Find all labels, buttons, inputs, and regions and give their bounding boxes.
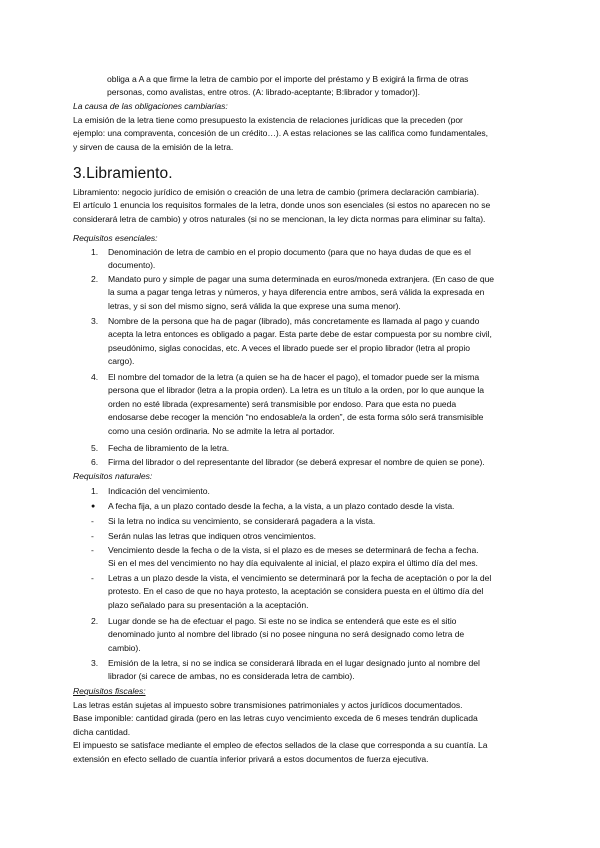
text-line: Firma del librador o del representante del librador (se deberá expresar el nombre de quien se pone). [108,457,485,467]
list-marker: 6. [91,457,99,467]
list-marker: 2. [91,616,99,626]
text-line: dicha cantidad. [73,726,131,737]
text-line: Las letras están sujetas al impuesto sobre transmisiones patrimoniales y actos jurídicos documentados. [73,700,463,710]
fiscales-paragraph [73,699,525,766]
text-line: protesto. En el caso de que no haya protesto, la aceptación se considera puesta en el último día del [108,586,484,597]
intro-paragraph [107,73,527,100]
dash-marker: - [91,545,94,555]
text-line: El nombre del tomador de la letra (a quien se ha de hacer el pago), el tomador puede ser la misma [108,372,480,382]
text-line: librador (si carece de ambas, no es considerada letra de cambio). [108,671,355,682]
text-line: Mandato puro y simple de pagar una suma determinada en euros/moneda extranjera. (En caso de que [108,274,495,284]
list-marker: 5. [91,443,99,453]
text-line: Fecha de libramiento de la letra. [108,443,230,453]
text-line: considerará letra de cambio) y otros naturales (si no se mencionan, la ley dicta normas para eliminar su falta). [73,213,486,224]
list-marker: 1. [91,486,99,496]
bullet-marker: ● [91,503,96,510]
text-line: Indicación del vencimiento. [108,486,210,496]
text-line: la suma a pagar tenga letras y números, y haya diferencia entre ambos, será válida la expresada en [108,287,485,298]
text-line: pseudónimo, siglas conocidas, etc. A veces el librado puede ser el propio librador (letra al propio [108,342,470,353]
text-line: denominado junto al nombre del librado (si no posee ninguna no será designado como letra de [108,629,465,640]
text-line: plazo señalado para su presentación a la aceptación. [108,599,309,610]
text-line: Si la letra no indica su vencimiento, se considerará pagadera a la vista. [108,516,376,526]
text-line: obliga a A a que firme la letra de cambio por el importe del préstamo y B exigirá la firma de otras [107,74,469,84]
text-line: personas, como avalistas, entre otros. (A: librado-aceptante; B:librador y tomador)]. [107,87,420,98]
text-line: Serán nulas las letras que indiquen otros vencimientos. [108,531,316,541]
dash-marker: - [91,531,94,541]
text-line: La emisión de la letra tiene como presupuesto la existencia de relaciones jurídicas que la preceden (por [73,115,463,125]
libramiento-paragraph [73,186,525,226]
text-line: Denominación de letra de cambio en el propio documento (para que no haya dudas de que es el [108,247,471,257]
text-line: extensión en efecto sellado de cuantía inferior privará a estos documentos de fuerza ejecutiva. [73,753,429,764]
text-line: Nombre de la persona que ha de pagar (librado), más concretamente es llamada al pago y cuando [108,316,480,326]
text-line: Si en el mes del vencimiento no hay día equivalente al inicial, el plazo expira el último día del mes. [108,558,478,569]
text-line: letras, y si son del mismo signo, será válida la que exprese una suma menor). [108,300,401,311]
text-line: orden no esté librada (expresamente) será transmisible por endoso. Para que esta no pueda [108,398,457,409]
causa-heading: La causa de las obligaciones cambiarias: [73,101,228,111]
dash-marker: - [91,573,94,583]
text-line: Libramiento: negocio jurídico de emisión o creación de una letra de cambio (primera declaración cambiaria). [73,187,479,197]
dash-marker: - [91,516,94,526]
text-line: Lugar donde se ha de efectuar el pago. Si este no se indica se entenderá que este es el sitio [108,616,457,626]
list-marker: 3. [91,658,99,668]
text-line: A fecha fija, a un plazo contado desde la fecha, a la vista, a un plazo contado desde la vista. [108,501,455,511]
list-marker: 2. [91,274,99,284]
text-line: cambio). [108,642,141,653]
text-line: Emisión de la letra, si no se indica se considerará librada en el lugar designado junto al nombre del [108,658,480,668]
list-marker: 4. [91,372,99,382]
text-line: cargo). [108,356,135,367]
text-line: y sirven de causa de la emisión de la letra. [73,141,234,152]
text-line: Letras a un plazo desde la vista, el vencimiento se determinará por la fecha de aceptación o por la del [108,573,492,583]
text-line: acepta la letra entonces es obligado a pagar. Esta parte debe de estar compuesta por su nombre civil, [108,329,492,340]
section-heading: 3.Libramiento. [73,165,173,182]
text-line: El artículo 1 enuncia los requisitos formales de la letra, donde unos son esenciales (si estos no aparecen no se [73,200,491,211]
text-line: endosarse debe recoger la mención “no endosable/a la orden”, de esta forma sólo será transmisible [108,412,484,423]
text-line: persona que el librador (letra a la propia orden). La letra es un título a la orden, por lo que aunque la [108,385,484,396]
text-line: Base imponible: cantidad girada (pero en las letras cuyo vencimiento exceda de 6 meses tendrán duplicada [73,713,478,724]
text-line: El impuesto se satisface mediante el empleo de efectos sellados de la clase que corresponda a su cuantía. La [73,740,488,751]
text-line: como una cesión ordinaria. No se admite la letra al portador. [108,425,335,436]
list-marker: 1. [91,247,99,257]
text-line: documento). [108,260,156,271]
fiscales-heading: Requisitos fiscales: [73,686,146,696]
text-line: Vencimiento desde la fecha o de la vista, si el plazo es de meses se determinará de fecha a fecha. [108,545,479,555]
text-line: ejemplo: una compraventa, concesión de un crédito…). A estas relaciones se las califica como fundamentales, [73,128,489,139]
list-marker: 3. [91,316,99,326]
esenciales-heading: Requisitos esenciales: [73,233,158,243]
naturales-heading: Requisitos naturales: [73,471,153,481]
causa-paragraph [73,114,525,154]
